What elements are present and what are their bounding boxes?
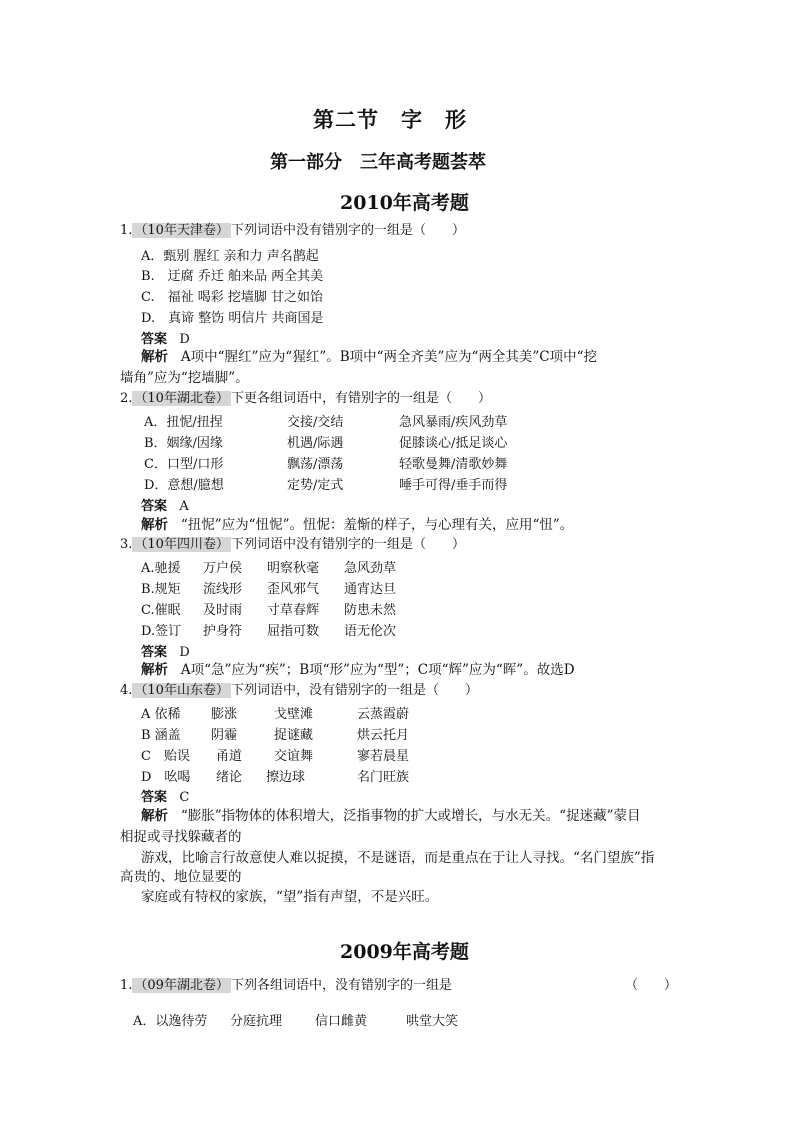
option-word: B．姻缘/因缘 [144,436,223,451]
option-word: 明察秋毫 [267,561,320,576]
analysis-text: A项“急”应为“疾”；B项“形”应为“型”；C项“辉”应为“晖”。故选D [180,662,575,678]
option-word: 信口雌黄 [315,1014,368,1029]
option-word: B.规矩 [141,582,181,597]
option-word: 屈指可数 [267,624,320,639]
answer-label: 答案 [141,332,168,347]
question-source-tag: （10年湖北卷） [134,391,229,406]
option-word: 擦边球 [266,770,306,785]
option-word: A.驰援 [141,561,181,576]
analysis-label: 解析 [141,662,168,678]
option-word: 哄堂大笑 [406,1014,459,1029]
question-2009-1 [120,977,452,994]
option-word: 通宵达旦 [344,582,397,597]
option-word: A．扭怩/扭捏 [144,415,223,430]
option-word: 名门旺族 [357,770,410,785]
option-word: 万户侯 [203,561,243,576]
option-word: 急风暴雨/疾风劲草 [399,415,508,430]
question-4 [120,682,478,699]
option-word: B 涵盖 [141,728,181,743]
question-number: 4. [120,683,133,698]
option-word: 交谊舞 [274,749,314,764]
option-word: 捉谜藏 [274,728,314,743]
question-number: 2. [120,391,133,406]
option-word: 防患未然 [344,603,397,618]
option-word: 绪论 [216,770,243,785]
analysis-line-4: 高贵的、地位显要的 [120,869,242,885]
option-b [141,724,410,743]
option-word: 定势/定式 [287,478,344,493]
option-d [141,766,410,785]
analysis-line-2: 相捉或寻找躲藏者的 [120,829,242,845]
option-word: 语无伦次 [344,624,397,639]
option-word: 云蒸霞蔚 [357,707,410,722]
option-word: A 依稀 [141,707,181,722]
section-title: 第二节 字 形 [313,107,467,132]
part-title: 第一部分 三年高考题荟萃 [270,152,486,173]
question-stem: 下列各组词语中，没有错别字的一组是 [230,978,452,993]
option-d [141,620,397,639]
option-a [144,411,508,430]
option-word: 甬道 [216,749,243,764]
option-word: 促膝谈心/抵足谈心 [399,436,508,451]
question-stem: 下列词语中，没有错别字的一组是（ ） [230,683,478,698]
analysis-line-2: 墙角”应为“挖墙脚”。 [120,370,249,386]
answer-label: 答案 [141,499,168,514]
analysis-label: 解析 [141,349,168,365]
option-word: 飘荡/漂荡 [287,457,344,472]
analysis-line-1 [141,515,573,536]
year-2010-heading: 2010年高考题 [340,192,469,214]
answer-label: 答案 [141,790,168,805]
option-word: 膨涨 [211,707,238,722]
analysis-text: A项中“腥红”应为“猩红”。B项中“两全齐美”应为“两全其美”C项中“挖 [180,349,597,365]
option-word: 分庭抗理 [230,1014,283,1029]
option-c [144,453,508,472]
option-word: D．意想/臆想 [144,478,224,493]
option-a: A．甄别 腥红 亲和力 声名鹊起 [141,249,319,264]
analysis-line-1 [141,660,575,681]
option-word: C 贻误 [141,749,190,764]
option-word: D 吆喝 [141,770,191,785]
answer-line [141,786,189,805]
option-word: A．以逸待劳 [133,1014,208,1029]
answer-value: C [179,790,190,805]
analysis-label: 解析 [141,517,168,533]
question-stem: 下更各组词语中，有错别字的一组是（ ） [230,391,491,406]
question-source-tag: （10年四川卷） [134,537,229,552]
question-source-tag: （10年天津卷） [134,223,229,238]
option-word: 烘云托月 [357,728,410,743]
option-word: C.催眠 [141,603,181,618]
answer-value: D [179,332,190,347]
option-word: 急风劲草 [344,561,397,576]
analysis-line-1 [141,347,597,368]
option-c: C. 福祉 喝彩 挖墙脚 甘之如饴 [141,290,324,305]
option-word: 阴霾 [211,728,238,743]
answer-line [141,495,189,514]
question-2 [120,390,491,407]
option-d [144,474,508,493]
option-word: 戈壁滩 [274,707,314,722]
option-b: B. 迂腐 乔迁 舶来品 两全其美 [141,269,324,284]
analysis-text: “膨胀”指物体的体积增大，泛指事物的扩大或增长，与水无关。“捉迷藏”蒙目 [180,808,641,824]
option-word: 交接/交结 [287,415,344,430]
analysis-label: 解析 [141,808,168,824]
option-a [141,703,410,722]
option-word: C．口型/口形 [144,457,224,472]
option-word: 寸草春辉 [267,603,320,618]
question-number: 3. [120,537,133,552]
option-word: 歪风邪气 [267,582,320,597]
option-c [141,745,410,764]
analysis-text: “扭怩”应为“忸怩”。忸怩：羞惭的样子，与心理有关，应用“忸”。 [180,517,574,533]
question-stem: 下列词语中没有错别字的一组是（ ） [230,223,465,238]
answer-line [141,328,190,347]
answer-label: 答案 [141,645,168,660]
option-word: 及时雨 [203,603,243,618]
question-3 [120,536,465,553]
option-a [133,1010,459,1029]
year-2009-heading: 2009年高考题 [340,941,469,963]
option-b [144,432,508,451]
option-word: 寥若晨星 [357,749,410,764]
option-word: D.签订 [141,624,182,639]
question-1 [120,222,465,239]
question-stem: 下列词语中没有错别字的一组是（ ） [230,537,465,552]
answer-value: A [179,499,189,514]
option-word: 机遇/际遇 [287,436,344,451]
option-b [141,578,397,597]
option-word: 护身符 [203,624,243,639]
option-word: 流线形 [203,582,243,597]
answer-line [141,641,190,660]
option-d: D. 真谛 整饬 明信片 共商国是 [141,311,324,326]
analysis-line-3: 游戏，比喻言行故意使人难以捉摸，不是谜语，而是重点在于让人寻找。“名门望族”指 [141,850,655,866]
option-c [141,599,397,618]
option-word: 唾手可得/垂手而得 [399,478,508,493]
answer-value: D [179,645,190,660]
analysis-line-1 [141,806,640,827]
answer-paren: （ ） [625,978,678,993]
question-source-tag: （10年山东卷） [134,683,229,698]
question-number: 1. [120,223,133,238]
question-source-tag: （09年湖北卷） [134,978,229,993]
option-word: 轻歌曼舞/清歌妙舞 [399,457,508,472]
option-a [141,557,397,576]
question-number: 1. [120,978,133,993]
analysis-line-5: 家庭或有特权的家族，“望”指有声望，不是兴旺。 [141,889,439,905]
